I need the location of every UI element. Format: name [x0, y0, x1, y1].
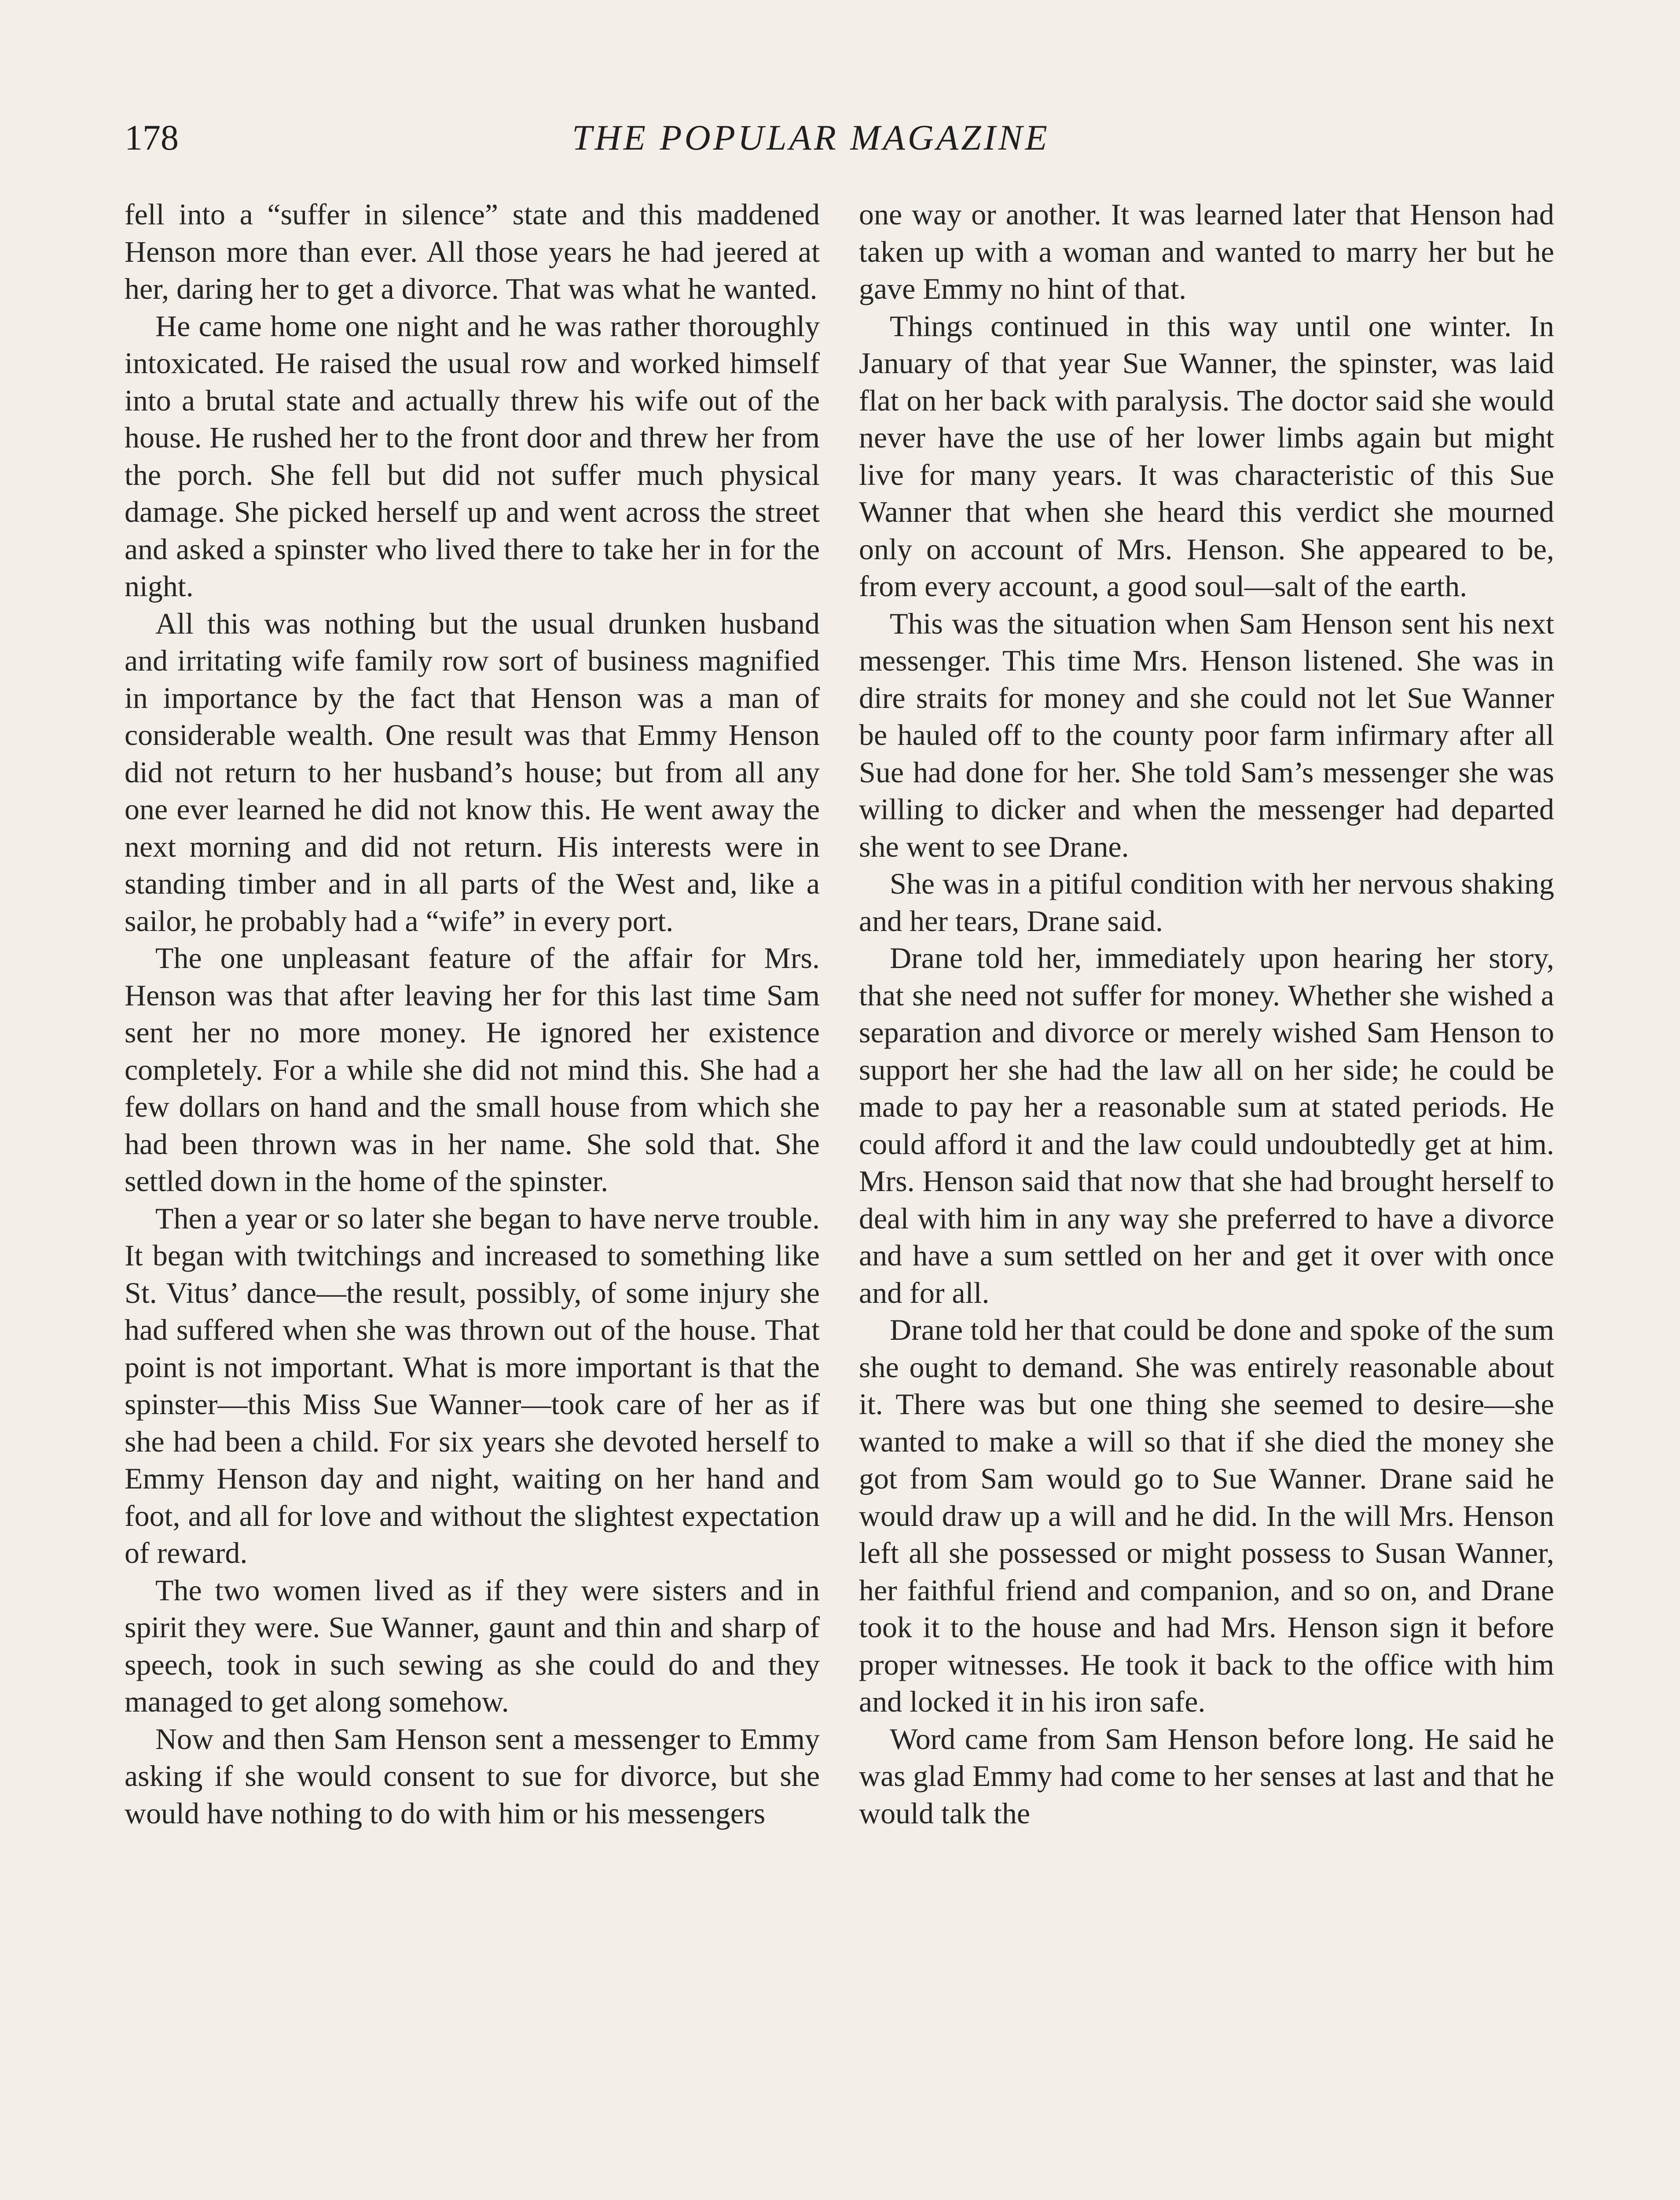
paragraph: This was the situation when Sam Henson sent his next messenger. This time Mrs. Henson listened. She was in dire straits for money and she could not let Sue Wanner be hauled off to the county poor farm infirmary after all Sue had done for her. She told Sam’s messenger she was willing to dicker and when the messenger had departed she went to see Drane.: [859, 606, 1554, 863]
paragraph: Then a year or so later she began to have nerve trouble. It began with twitchings and increased to something like St. Vitus’ dance—the result, possibly, of some injury she had suffered when she was thrown out of the house. That point is not important. What is more important is that the spinster—this Miss Sue Wanner—took care of her as if she had been a child. For six years she devoted herself to Emmy Henson day and night, waiting on her hand and foot, and all for love and without the slightest expectation of reward.: [125, 1201, 820, 1569]
paragraph: Things continued in this way until one winter. In January of that year Sue Wanner, the spinster, was laid flat on her back with paralysis. The doctor said she would never have the use of her lower limbs again but might live for many years. It was characteristic of this Sue Wanner that when she heard this verdict she mourned only on account of Mrs. Henson. She appeared to be, from every account, a good soul—salt of the earth.: [859, 309, 1554, 603]
paragraph: fell into a “suffer in silence” state and this maddened Henson more than ever. All those years he had jeered at her, daring her to get a divorce. That was what he wanted.: [125, 198, 820, 305]
page-number: 178: [125, 117, 179, 158]
paragraph: Word came from Sam Henson before long. He said he was glad Emmy had come to her senses at last and that he would talk the: [859, 1722, 1554, 1830]
paragraph: She was in a pitiful condition with her nervous shaking and her tears, Drane said.: [859, 867, 1554, 938]
paragraph: Drane told her, immediately upon hearing her story, that she need not suffer for money. Whether she wished a separation and divorce or merely wished Sam Henson to support her she had the law all on her side; he could be made to pay her a reasonable sum at stated periods. He could afford it and the law could undoubtedly get at him. Mrs. Henson said that now that she had brought herself to deal with him in any way she preferred to have a divorce and have a sum settled on her and get it over with once and for all.: [859, 941, 1554, 1309]
paragraph: Now and then Sam Henson sent a messenger to Emmy asking if she would consent to sue for divorce, but she would have nothing to do with him or his messengers: [125, 1722, 820, 1830]
left-column: [125, 196, 820, 1832]
running-head-title: THE POPULAR MAGAZINE: [572, 117, 1050, 158]
paragraph: The two women lived as if they were sisters and in spirit they were. Sue Wanner, gaunt and thin and sharp of speech, took in such sewing as she could do and they managed to get along somehow.: [125, 1573, 820, 1718]
paragraph: one way or another. It was learned later that Henson had taken up with a woman and wanted to marry her but he gave Emmy no hint of that.: [859, 198, 1554, 305]
paragraph: The one unpleasant feature of the affair for Mrs. Henson was that after leaving her for this last time Sam sent her no more money. He ignored her existence completely. For a while she did not mind this. She had a few dollars on hand and the small house from which she had been thrown was in her name. She sold that. She settled down in the home of the spinster.: [125, 941, 820, 1198]
paragraph: He came home one night and he was rather thoroughly intoxicated. He raised the usual row and worked himself into a brutal state and actually threw his wife out of the house. He rushed her to the front door and threw her from the porch. She fell but did not suffer much physical damage. She picked herself up and went across the street and asked a spinster who lived there to take her in for the night.: [125, 309, 820, 603]
paragraph: Drane told her that could be done and spoke of the sum she ought to demand. She was entirely reasonable about it. There was but one thing she seemed to desire—she wanted to make a will so that if she died the money she got from Sam would go to Sue Wanner. Drane said he would draw up a will and he did. In the will Mrs. Henson left all she possessed or might possess to Susan Wanner, her faithful friend and companion, and so on, and Drane took it to the house and had Mrs. Henson sign it before proper witnesses. He took it back to the office with him and locked it in his iron safe.: [859, 1313, 1554, 1718]
right-column: [859, 196, 1554, 1832]
paragraph: All this was nothing but the usual drunken husband and irritating wife family row sort of business magnified in importance by the fact that Henson was a man of considerable wealth. One result was that Emmy Henson did not return to her husband’s house; but from all any one ever learned he did not know this. He went away the next morning and did not return. His interests were in standing timber and in all parts of the West and, like a sailor, he probably had a “wife” in every port.: [125, 606, 820, 938]
